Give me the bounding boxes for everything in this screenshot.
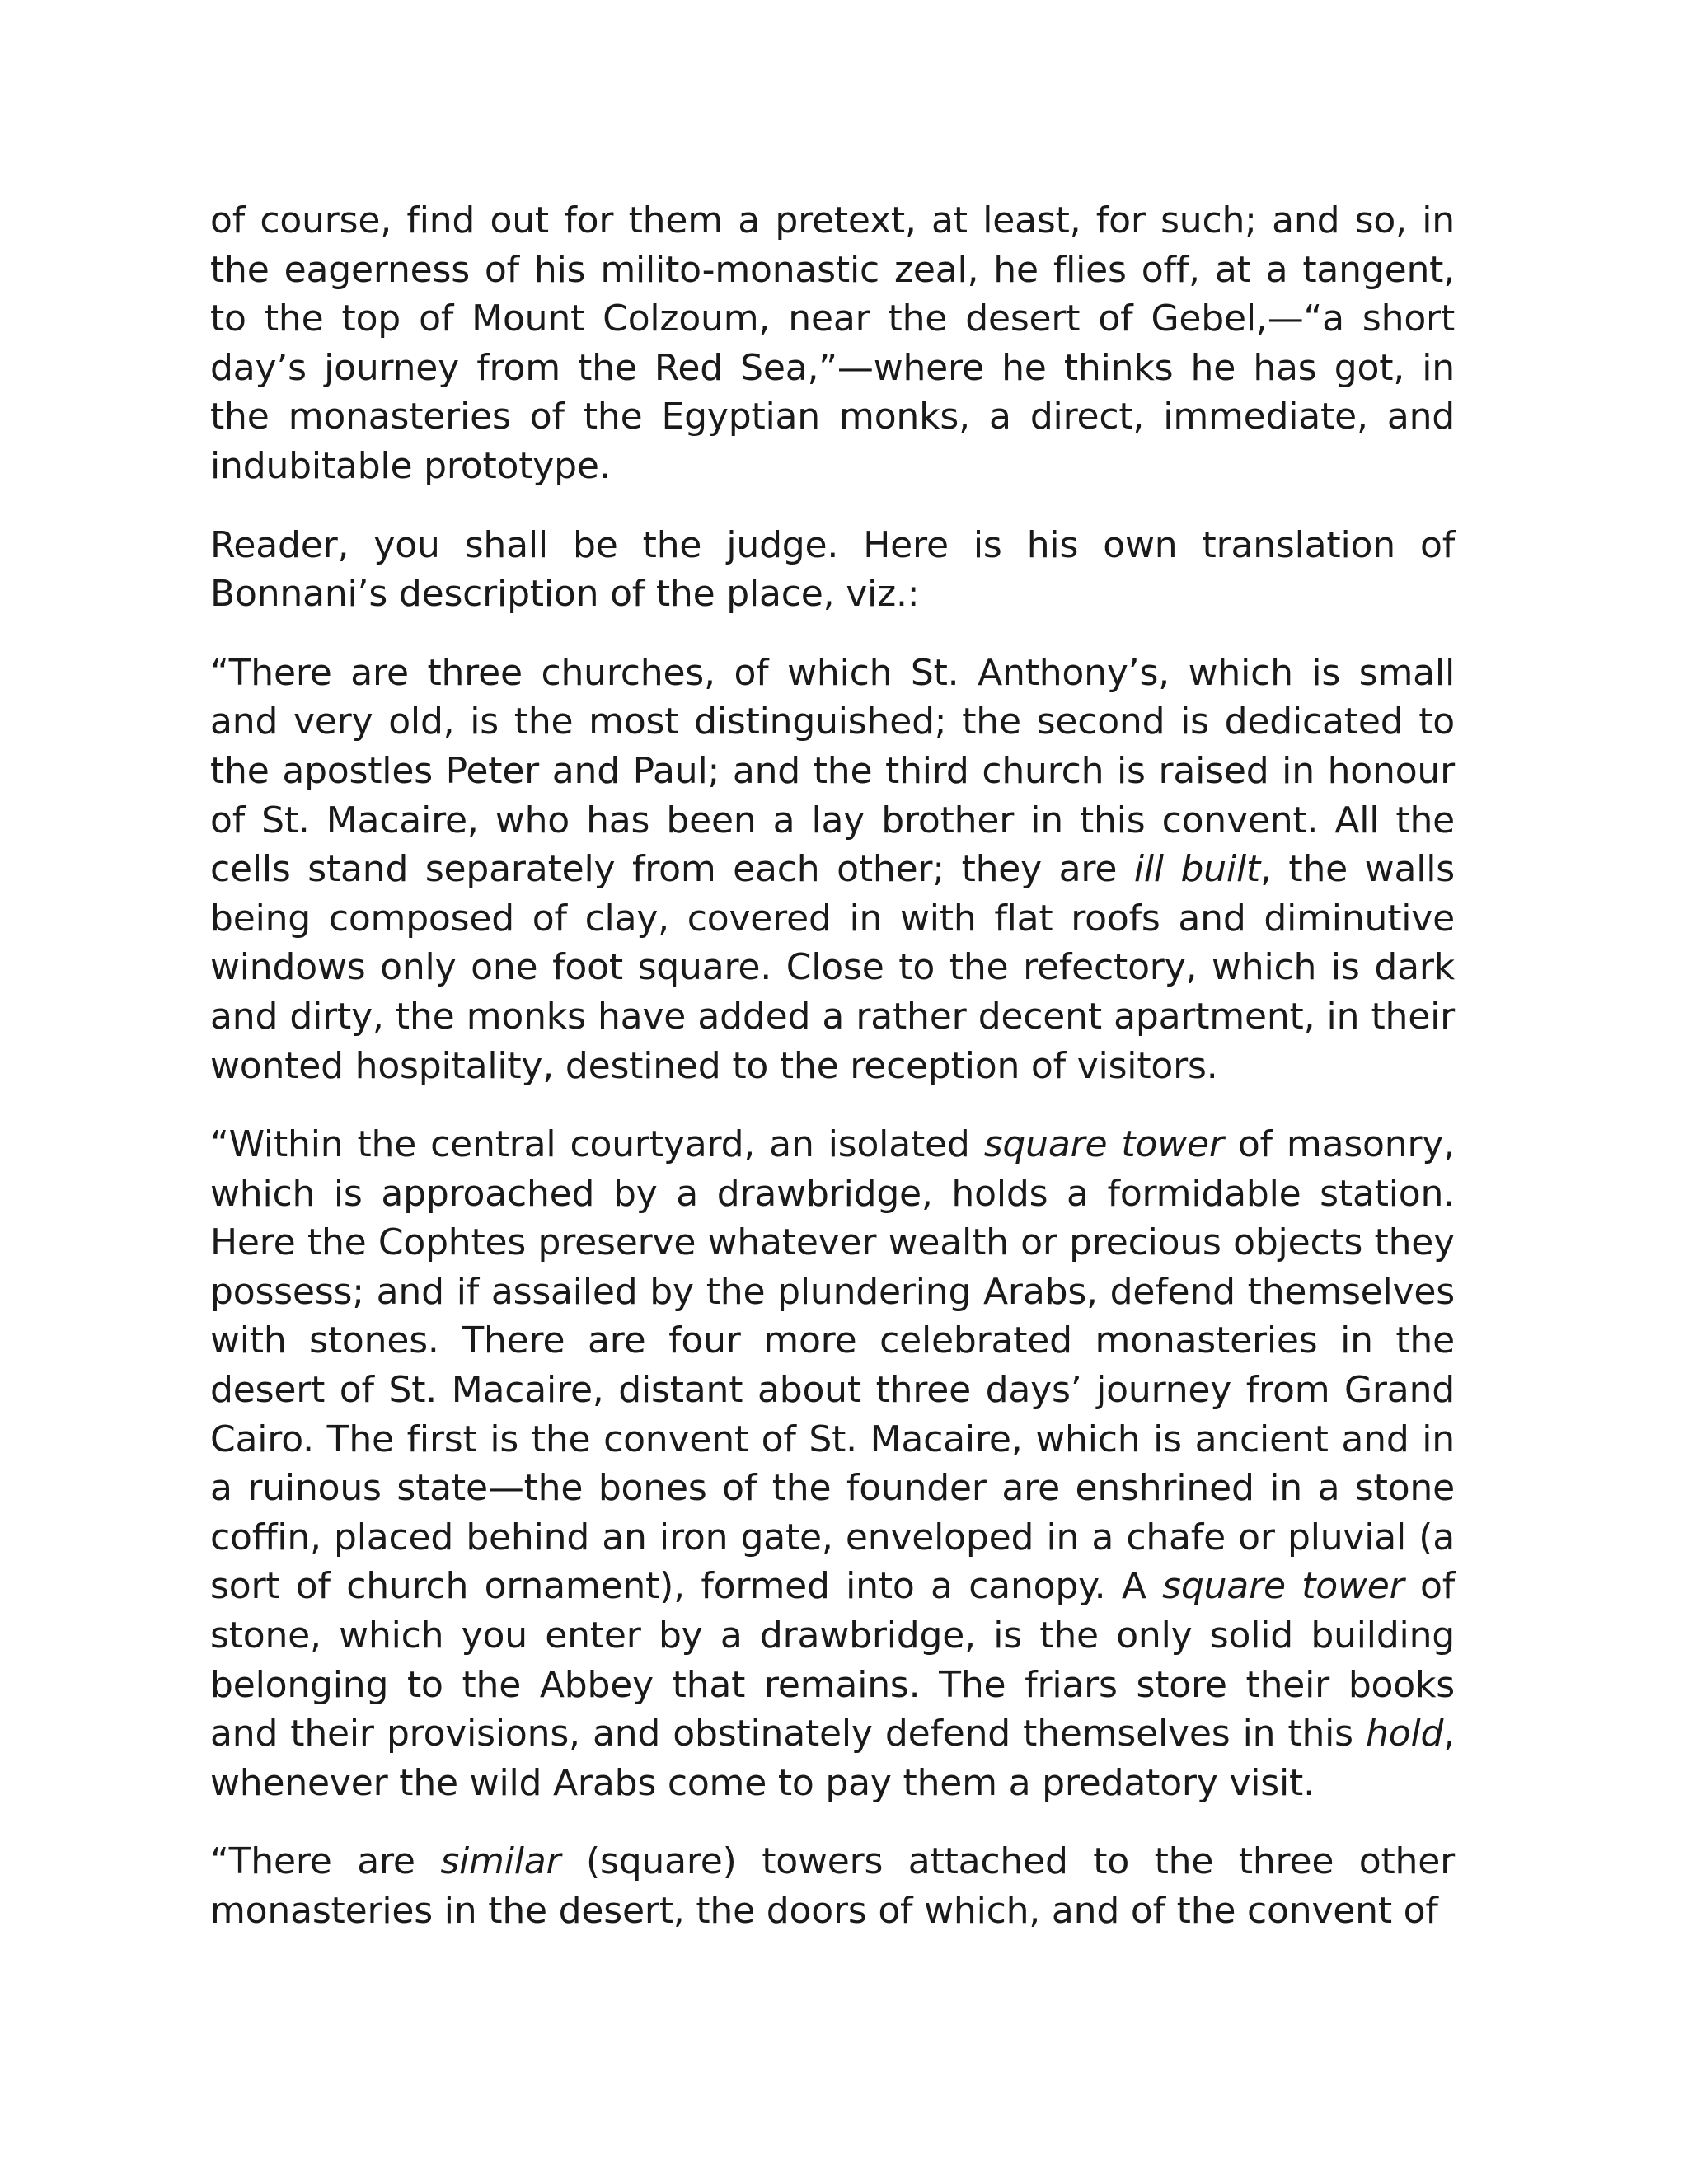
text-segment: “There are <box>210 1840 441 1883</box>
paragraph-4 <box>210 1120 1455 1807</box>
document-page <box>210 196 1455 1966</box>
text-segment: of stone, which you enter by a drawbridge, is the only solid building belonging to the Abbey that remains. The friars store their books and their provisions, and obstinately defend themselves in this <box>210 1565 1456 1755</box>
paragraph-1 <box>210 196 1455 491</box>
italic-text: hold <box>1366 1713 1444 1755</box>
italic-text: square tower <box>983 1123 1224 1166</box>
text-segment: of masonry, which is approached by a drawbridge, holds a formidable station. Here the Cophtes preserve whatever wealth or precious objects they possess; and if assailed by the plundering Arabs, defend themselves with stones. There are four more celebrated monasteries in the desert of St. Macaire, distant about three days’ journey from Grand Cairo. The first is the convent of St. Macaire, which is ancient and in a ruinous state—the bones of the founder are enshrined in a stone coffin, placed behind an iron gate, enveloped in a chafe or pluvial (a sort of church ornament), formed into a canopy. A <box>210 1123 1455 1608</box>
text-segment: , whenever the wild Arabs come to pay them a predatory visit. <box>210 1713 1455 1804</box>
text-segment: (square) towers attached to the three other monasteries in the desert, the doors of which, and of the convent of <box>210 1840 1455 1932</box>
italic-text: square tower <box>1162 1565 1404 1608</box>
text-segment: “There are three churches, of which St. Anthony’s, which is small and very old, is the most distinguished; the second is dedicated to the apostles Peter and Paul; and the third church is raised in honour of St. Macaire, who has been a lay brother in this convent. All the cells stand separately from each other; they are <box>210 651 1455 891</box>
italic-text: similar <box>440 1840 561 1883</box>
paragraph-3 <box>210 649 1455 1090</box>
text-segment: Reader, you shall be the judge. Here is his own translation of Bonnani’s description of the place, viz.: <box>210 523 1455 616</box>
text-segment: “Within the central courtyard, an isolated <box>210 1123 984 1166</box>
italic-text: ill built <box>1133 848 1261 891</box>
paragraph-5 <box>210 1837 1455 1935</box>
text-segment: , the walls being composed of clay, covered in with flat roofs and diminutive windows only one foot square. Close to the refectory, which is dark and dirty, the monks have added a rather decent apartment, in their wonted hospitality, destined to the reception of visitors. <box>210 848 1455 1087</box>
paragraph-2 <box>210 521 1455 619</box>
text-segment: of course, find out for them a pretext, at least, for such; and so, in the eagerness of his milito-monastic zeal, he flies off, at a tangent, to the top of Mount Colzoum, near the desert of Gebel,—“a short day’s journey from the Red Sea,”—where he thinks he has got, in the monasteries of the Egyptian monks, a direct, immediate, and indubitable prototype. <box>210 199 1455 487</box>
